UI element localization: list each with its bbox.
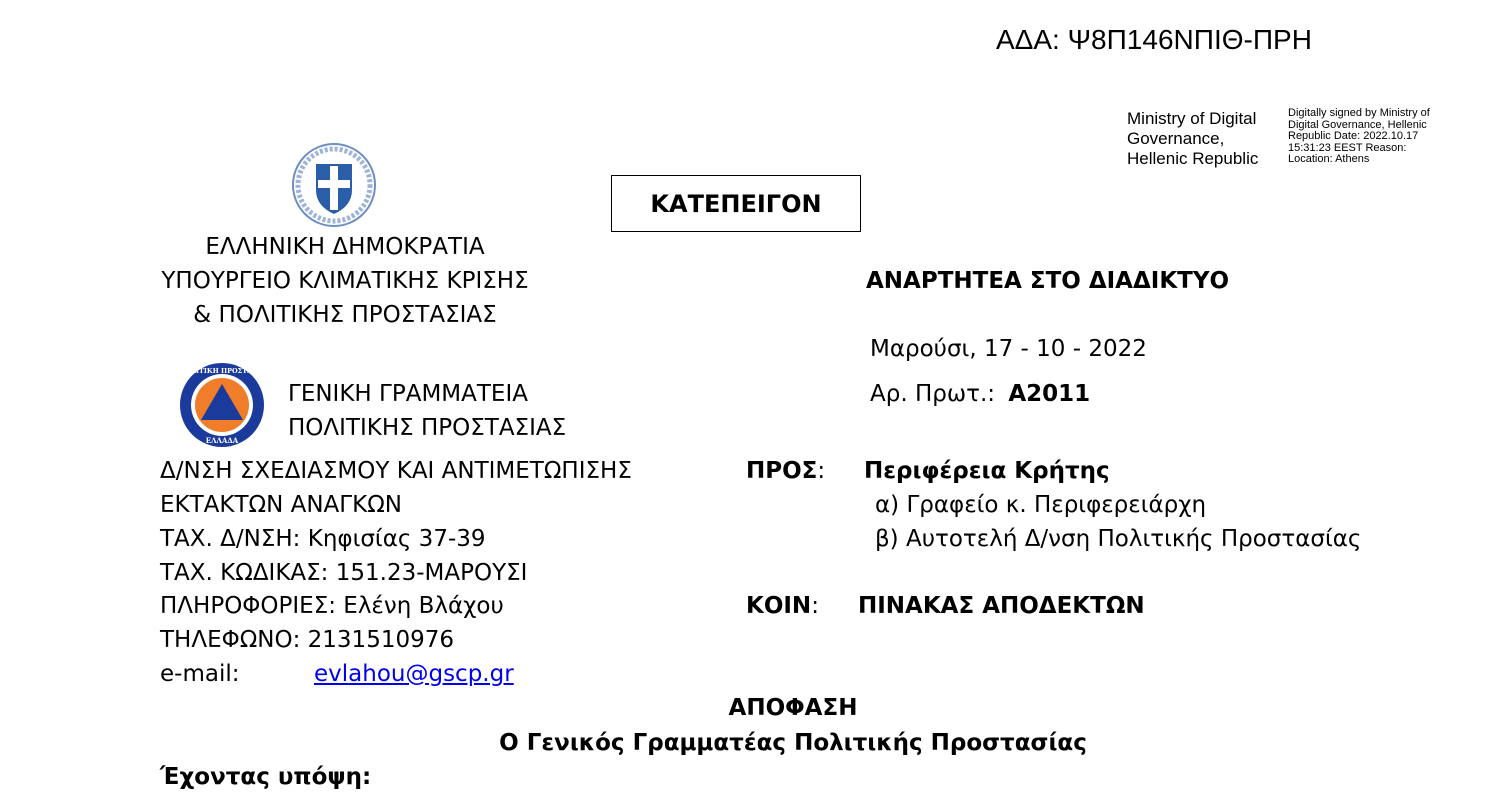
secretariat-line-1: ΓΕΝΙΚΗ ΓΡΑΜΜΑΤΕΙΑ (288, 381, 528, 407)
to-row (746, 454, 825, 488)
directorate-line-2: ΕΚΤΑΚΤΩΝ ΑΝΑΓΚΩΝ (160, 492, 402, 518)
date-line: Μαρούσι, 17 - 10 - 2022 (870, 336, 1147, 362)
email-label: e-mail: (160, 661, 240, 687)
protocol-label: Αρ. Πρωτ.: (870, 381, 996, 407)
directorate-line-1: Δ/ΝΣΗ ΣΧΕΔΙΑΣΜΟΥ ΚΑΙ ΑΝΤΙΜΕΤΩΠΙΣΗΣ (160, 458, 632, 484)
cc-row (746, 589, 819, 623)
protocol-line (870, 377, 1090, 411)
directorate-postal: ΤΑΧ. ΚΩΔΙΚΑΣ: 151.23-ΜΑΡΟΥΣΙ (160, 560, 528, 586)
publish-note: ΑΝΑΡΤΗΤΕΑ ΣΤΟ ΔΙΑΔΙΚΤΥΟ (866, 268, 1230, 294)
cc-colon: : (811, 593, 819, 619)
ministry-line-1: ΥΠΟΥΡΓΕΙΟ ΚΛΙΜΑΤΙΚΗΣ ΚΡΙΣΗΣ (161, 268, 529, 294)
to-main: Περιφέρεια Κρήτης (864, 458, 1110, 484)
logo-text-top: ΠΟΛΙΤΙΚΗ ΠΡΟΣΤΑΣΙΑ (179, 367, 265, 375)
cc-value: ΠΙΝΑΚΑΣ ΑΠΟΔΕΚΤΩΝ (858, 593, 1145, 619)
email-link[interactable]: evlahou@gscp.gr (314, 661, 514, 687)
to-item-a: α) Γραφείο κ. Περιφερειάρχη (875, 492, 1207, 518)
urgent-label: ΚΑΤΕΠΕΙΓΟΝ (650, 189, 822, 218)
to-item-b: β) Αυτοτελή Δ/νση Πολιτικής Προστασίας (875, 526, 1362, 552)
signature-details: Digitally signed by Ministry of Digital Governance, Hellenic Republic Date: 2022.10.17 15:31:23 EEST Reason: Location: Athens (1288, 107, 1430, 165)
to-label: ΠΡΟΣ (746, 458, 818, 484)
greek-emblem-icon (291, 142, 377, 228)
secretariat-line-2: ΠΟΛΙΤΙΚΗΣ ΠΡΟΣΤΑΣΙΑΣ (288, 415, 567, 441)
directorate-address: ΤΑΧ. Δ/ΝΣΗ: Κηφισίας 37-39 (160, 526, 486, 552)
civil-protection-logo-icon (179, 362, 265, 448)
cc-label: ΚΟΙΝ (746, 593, 812, 619)
logo-text-bottom: ΕΛΛΑΔΑ (205, 436, 239, 445)
directorate-info: ΠΛΗΡΟΦΟΡΙΕΣ: Ελένη Βλάχου (160, 593, 504, 619)
urgent-stamp (611, 175, 861, 232)
decision-subtitle: Ο Γενικός Γραμματέας Πολιτικής Προστασίας (499, 730, 1087, 756)
protocol-number: Α2011 (1008, 381, 1091, 407)
ministry-line-2: & ΠΟΛΙΤΙΚΗΣ ΠΡΟΣΤΑΣΙΑΣ (193, 302, 497, 328)
directorate-phone: ΤΗΛΕΦΩΝΟ: 2131510976 (160, 627, 454, 653)
considering-heading: Έχοντας υπόψη: (160, 764, 372, 790)
ada-code: ΑΔΑ: Ψ8Π146ΝΠΙΘ-ΠΡΗ (996, 24, 1312, 55)
decision-title: ΑΠΟΦΑΣΗ (728, 695, 858, 721)
to-colon: : (817, 458, 826, 484)
republic-heading: ΕΛΛΗΝΙΚΗ ΔΗΜΟΚΡΑΤΙΑ (205, 234, 485, 260)
signature-signer: Ministry of Digital Governance, Hellenic Republic (1127, 109, 1259, 168)
